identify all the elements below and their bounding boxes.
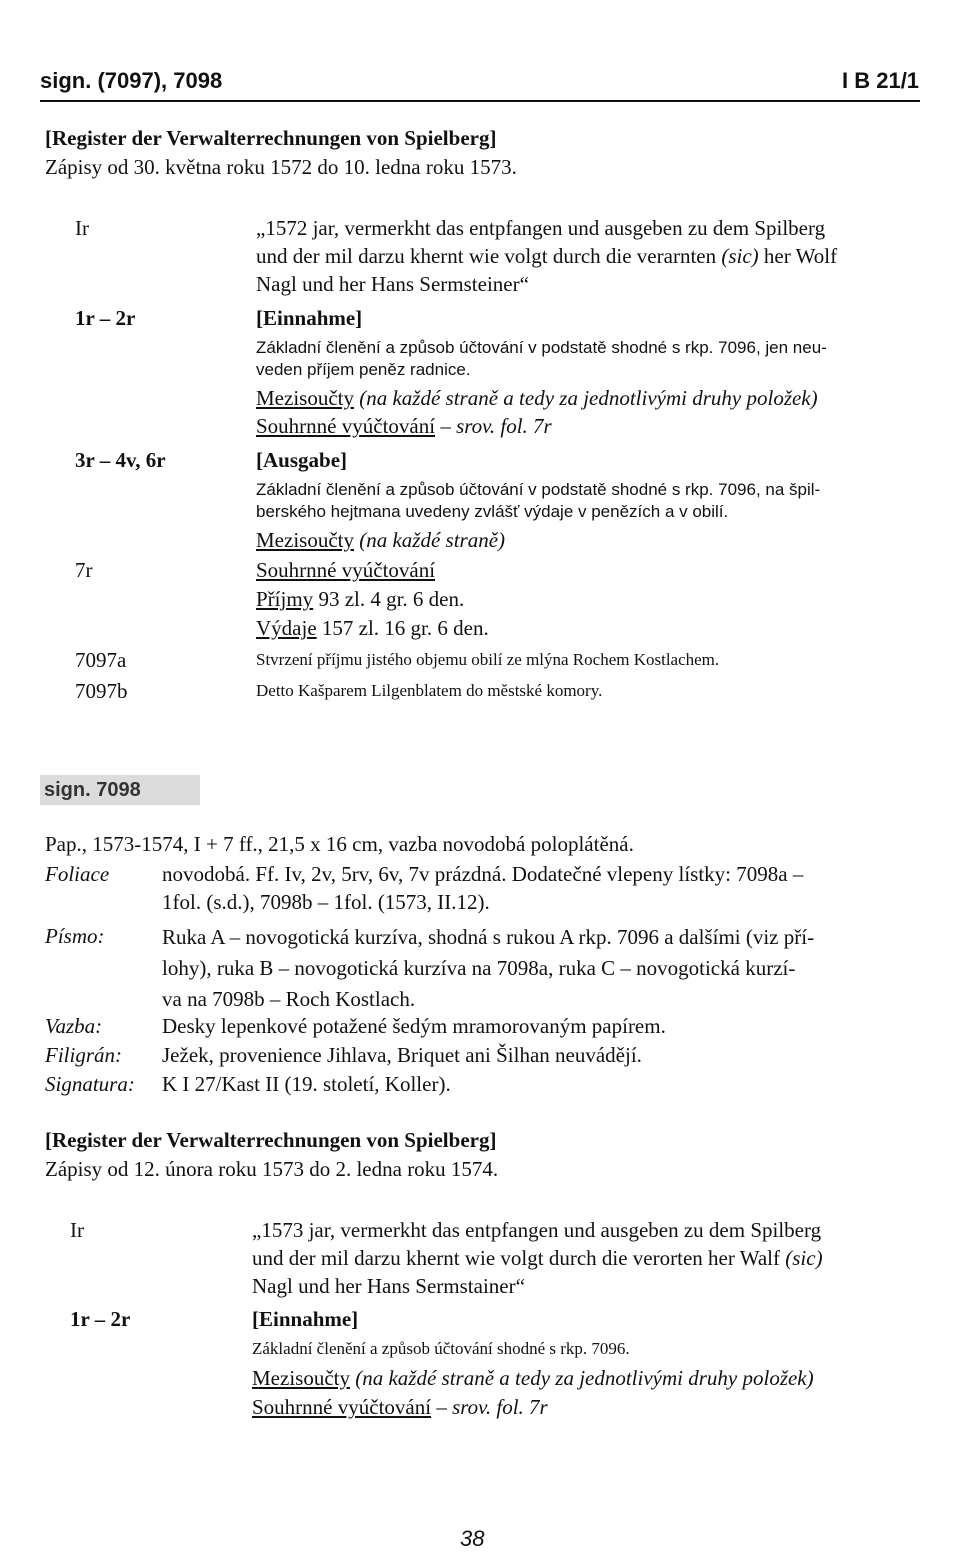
desc-label: Signatura: — [45, 1072, 135, 1096]
desc-value: Ježek, provenience Jihlava, Briquet ani Šilhan neuvádějí. — [162, 1043, 642, 1067]
desc-label: Foliace — [45, 862, 110, 886]
entry-text: Stvrzení příjmu jistého objemu obilí ze mlýna Rochem Kostlachem. — [256, 650, 720, 669]
header-collection: I B 21/1 — [842, 68, 920, 93]
subtotals-line: Mezisoučty (na každé straně a tedy za jednotlivými druhy položek) — [252, 1366, 814, 1390]
entry-ref: 7097a — [75, 648, 127, 672]
entry-quote: „1573 jar, vermerkht das entpfangen und ausgeben zu dem Spilberg und der mil darzu khernt wie volgt durch die verorten her Walf (sic) Nagl und her Hans Sermstainer“ — [252, 1218, 823, 1298]
section2-subtitle: Zápisy od 12. února roku 1573 do 2. ledna roku 1574. — [45, 1157, 499, 1181]
entry-ref: Ir — [75, 216, 89, 240]
entry-note: Základní členění a způsob účtování v podstatě shodné s rkp. 7096, na špil- berského hejtmana uvedeny zvlášť výdaje v penězích a v obilí. — [256, 480, 821, 521]
summary-line: Souhrnné vyúčtování – srov. fol. 7r — [252, 1395, 548, 1419]
quote-line: „1572 jar, vermerkht das entpfangen und ausgeben zu dem Spilberg — [256, 216, 826, 240]
entry-note: Základní členění a způsob účtování shodné s rkp. 7096. — [252, 1339, 630, 1358]
expenses-line: Výdaje 157 zl. 16 gr. 6 den. — [256, 616, 489, 640]
entry-heading: [Ausgabe] — [256, 448, 348, 472]
entry-note: Základní členění a způsob účtování v podstatě shodné s rkp. 7096, jen neu- veden příjem peněz radnice. — [256, 338, 827, 379]
header-signature: sign. (7097), 7098 — [40, 68, 223, 93]
entry-ref: 3r – 4v, 6r — [75, 448, 166, 472]
page-number: 38 — [460, 1526, 485, 1551]
header-rule — [40, 100, 920, 102]
summary-line: Souhrnné vyúčtování – srov. fol. 7r — [256, 414, 552, 438]
desc-label: Vazba: — [45, 1014, 103, 1038]
entry-ref: 7r — [75, 558, 93, 582]
quote-line: und der mil darzu khernt wie volgt durch die verarnten (sic) her Wolf — [256, 244, 838, 268]
entry-heading: [Einnahme] — [252, 1307, 359, 1331]
section1-title: [Register der Verwalterrechnungen von Spielberg] — [45, 126, 497, 150]
desc-value: novodobá. Ff. Iv, 2v, 5rv, 6v, 7v prázdná. Dodatečné vlepeny lístky: 7098a – 1fol. (s.d.), 7098b – 1fol. (1573, II.12). — [162, 862, 804, 914]
desc-label: Písmo: — [45, 924, 105, 948]
entry-ref: 1r – 2r — [75, 306, 136, 330]
desc-label: Filigrán: — [45, 1043, 122, 1067]
section1-subtitle: Zápisy od 30. května roku 1572 do 10. ledna roku 1573. — [45, 155, 517, 179]
summary-line: Souhrnné vyúčtování — [256, 558, 436, 582]
entry-ref: Ir — [70, 1218, 84, 1242]
quote-line: Nagl und her Hans Sermsteiner“ — [256, 272, 529, 296]
income-line: Příjmy 93 zl. 4 gr. 6 den. — [256, 587, 465, 611]
signature-box: sign. 7098 — [40, 775, 200, 805]
paper-description: Pap., 1573-1574, I + 7 ff., 21,5 x 16 cm, vazba novodobá poloplátěná. — [45, 832, 634, 856]
subtotals-line: Mezisoučty (na každé straně) — [256, 528, 506, 552]
desc-value: Ruka A – novogotická kurzíva, shodná s rukou A rkp. 7096 a dalšími (viz pří- lohy), ruka B – novogotická kurzíva na 7098a, ruka C – novogotická kurzí- va na 7098b – Roch Kostlach. — [162, 925, 815, 1011]
desc-value: Desky lepenkové potažené šedým mramorovaným papírem. — [162, 1014, 666, 1038]
subtotals-line: Mezisoučty (na každé straně a tedy za jednotlivými druhy položek) — [256, 386, 818, 410]
desc-value: K I 27/Kast II (19. století, Koller). — [162, 1072, 451, 1096]
section2-title: [Register der Verwalterrechnungen von Spielberg] — [45, 1128, 497, 1152]
entry-text: Detto Kašparem Lilgenblatem do městské komory. — [256, 681, 603, 700]
entry-ref: 7097b — [75, 679, 128, 703]
entry-heading: [Einnahme] — [256, 306, 363, 330]
entry-ref: 1r – 2r — [70, 1307, 131, 1331]
entry-quote — [256, 214, 936, 298]
